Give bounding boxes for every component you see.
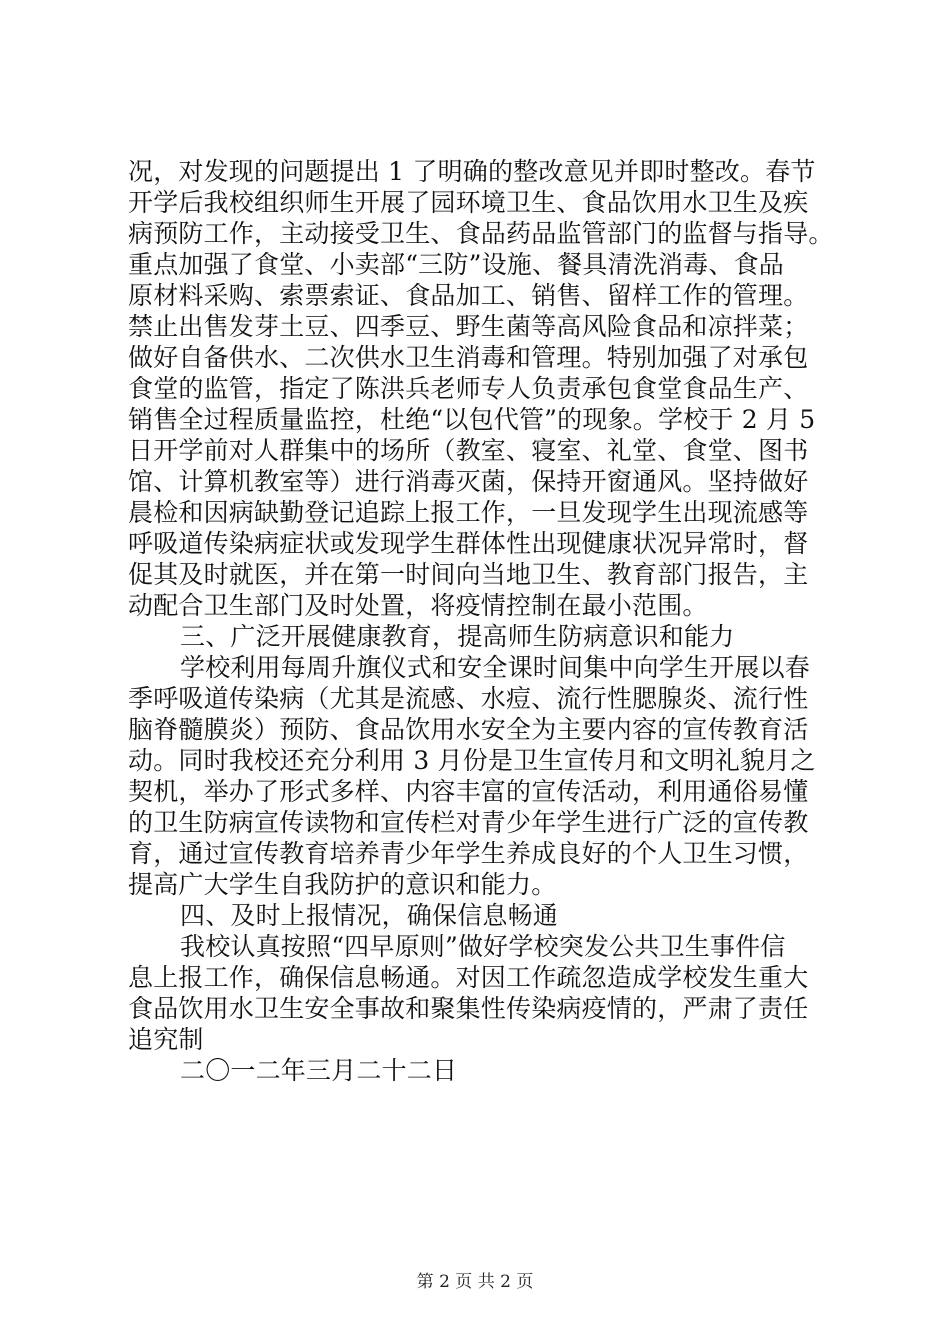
page-number-label: 第 2 页 共 2 页 bbox=[416, 1272, 534, 1292]
text-line: 提高广大学生自我防护的意识和能力。 bbox=[128, 870, 557, 899]
text-line: 季呼吸道传染病（尤其是流感、水痘、流行性腮腺炎、流行性 bbox=[128, 684, 809, 713]
text-line: 况，对发现的问题提出 1 了明确的整改意见并即时整改。春节 bbox=[128, 157, 816, 186]
text-line: 动。同时我校还充分利用 3 月份是卫生宣传月和文明礼貌月之 bbox=[128, 746, 816, 775]
text-line: 契机，举办了形式多样、内容丰富的宣传活动，利用通俗易懂 bbox=[128, 777, 809, 806]
page-footer bbox=[0, 1272, 950, 1292]
text-line: 原材料采购、索票索证、食品加工、销售、留样工作的管理。 bbox=[128, 281, 809, 310]
text-line: 晨检和因病缺勤登记追踪上报工作，一旦发现学生出现流感等 bbox=[128, 498, 809, 527]
text-line: 息上报工作，确保信息畅通。对因工作疏忽造成学校发生重大 bbox=[128, 963, 809, 992]
text-line: 病预防工作，主动接受卫生、食品药品监管部门的监督与指导。 bbox=[128, 219, 834, 248]
text-line: 做好自备供水、二次供水卫生消毒和管理。特别加强了对承包 bbox=[128, 343, 809, 372]
text-line: 我校认真按照“四早原则”做好学校突发公共卫生事件信 bbox=[180, 932, 786, 961]
text-line: 追究制 bbox=[128, 1025, 204, 1054]
text-line: 开学后我校组织师生开展了园环境卫生、食品饮用水卫生及疾 bbox=[128, 188, 809, 217]
text-line: 馆、计算机教室等）进行消毒灭菌，保持开窗通风。坚持做好 bbox=[128, 467, 809, 496]
text-line: 禁止出售发芽土豆、四季豆、野生菌等高风险食品和凉拌菜； bbox=[128, 312, 809, 341]
text-line: 育，通过宣传教育培养青少年学生养成良好的个人卫生习惯， bbox=[128, 839, 809, 868]
text-line: 日开学前对人群集中的场所（教室、寝室、礼堂、食堂、图书 bbox=[128, 436, 809, 465]
text-line: 销售全过程质量监控，杜绝“以包代管”的现象。学校于 2 月 5 bbox=[128, 405, 816, 434]
text-line: 学校利用每周升旗仪式和安全课时间集中向学生开展以春 bbox=[180, 653, 811, 682]
document-body bbox=[128, 156, 832, 1086]
text-line: 脑脊髓膜炎）预防、食品饮用水安全为主要内容的宣传教育活 bbox=[128, 715, 809, 744]
text-line: 促其及时就医，并在第一时间向当地卫生、教育部门报告，主 bbox=[128, 560, 809, 589]
text-line: 呼吸道传染病症状或发现学生群体性出现健康状况异常时，督 bbox=[128, 529, 809, 558]
section-heading: 三、广泛开展健康教育，提高师生防病意识和能力 bbox=[180, 622, 735, 651]
text-line: 重点加强了食堂、小卖部“三防”设施、餐具清洗消毒、食品 bbox=[128, 250, 784, 279]
text-line: 食堂的监管，指定了陈洪兵老师专人负责承包食堂食品生产、 bbox=[128, 374, 809, 403]
text-line: 的卫生防病宣传读物和宣传栏对青少年学生进行广泛的宣传教 bbox=[128, 808, 809, 837]
text-line: 动配合卫生部门及时处置，将疫情控制在最小范围。 bbox=[128, 591, 708, 620]
text-line: 食品饮用水卫生安全事故和聚集性传染病疫情的，严肃了责任 bbox=[128, 994, 809, 1023]
section-heading: 四、及时上报情况，确保信息畅通 bbox=[180, 901, 559, 930]
date-line: 二〇一二年三月二十二日 bbox=[180, 1056, 458, 1085]
